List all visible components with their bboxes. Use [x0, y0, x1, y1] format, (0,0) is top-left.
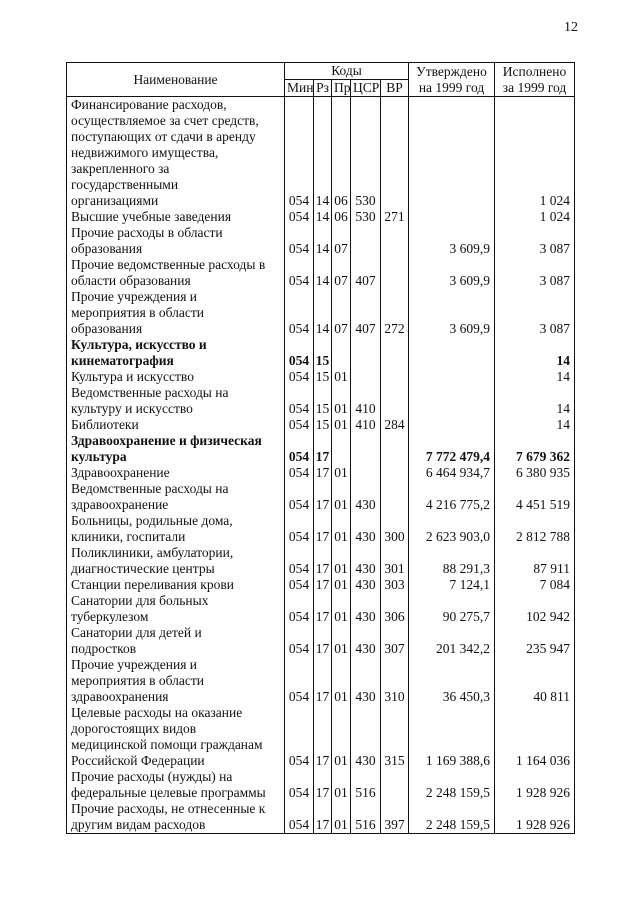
code-vr: 300: [381, 513, 409, 545]
code-min: 054: [285, 225, 314, 257]
row-name-line: Целевые расходы на оказание: [71, 705, 243, 720]
row-name-line: Поликлиники, амбулатории,: [71, 545, 234, 560]
code-vr: [381, 225, 409, 257]
code-vr: [381, 433, 409, 465]
code-vr: 272: [381, 289, 409, 337]
row-name: [67, 625, 285, 657]
code-pr: 06: [332, 209, 351, 225]
row-name-line: Санатории для детей и: [71, 625, 202, 640]
header-code-pr: Пр: [332, 80, 351, 97]
row-name-line: дорогостоящих видов: [71, 721, 197, 736]
row-name-line: поступающих от сдачи в аренду: [71, 129, 256, 144]
code-vr: [381, 97, 409, 210]
code-pr: 07: [332, 289, 351, 337]
code-min: 054: [285, 209, 314, 225]
code-pr: 01: [332, 705, 351, 769]
executed-amount: 235 947: [495, 625, 575, 657]
code-min: 054: [285, 289, 314, 337]
code-pr: 01: [332, 657, 351, 705]
code-vr: 306: [381, 593, 409, 625]
approved-amount: 36 450,3: [409, 657, 495, 705]
code-vr: [381, 465, 409, 481]
header-codes: Коды: [285, 63, 409, 80]
row-name: [67, 769, 285, 801]
code-pr: 01: [332, 801, 351, 834]
table-row: [67, 545, 575, 577]
row-name: [67, 577, 285, 593]
code-pr: 01: [332, 625, 351, 657]
row-name: [67, 593, 285, 625]
code-vr: [381, 481, 409, 513]
row-name-line: кинематография: [71, 353, 174, 368]
code-min: 054: [285, 385, 314, 417]
code-min: 054: [285, 545, 314, 577]
code-rz: 17: [314, 465, 332, 481]
row-name-line: Прочие учреждения и: [71, 289, 198, 304]
row-name: [67, 705, 285, 769]
executed-amount: 14: [495, 385, 575, 417]
code-rz: 14: [314, 209, 332, 225]
executed-amount: 87 911: [495, 545, 575, 577]
code-rz: 17: [314, 625, 332, 657]
executed-amount: 102 942: [495, 593, 575, 625]
row-name-line: Ведомственные расходы на: [71, 481, 229, 496]
code-vr: [381, 769, 409, 801]
code-rz: 17: [314, 577, 332, 593]
code-rz: 17: [314, 433, 332, 465]
executed-amount: 3 087: [495, 257, 575, 289]
code-rz: 15: [314, 337, 332, 369]
code-csr: 430: [351, 705, 381, 769]
approved-amount: [409, 337, 495, 369]
row-name-line: Культура, искусство и: [71, 337, 207, 352]
table-row: [67, 225, 575, 257]
executed-amount: 1 928 926: [495, 769, 575, 801]
approved-amount: 3 609,9: [409, 225, 495, 257]
code-vr: [381, 337, 409, 369]
code-csr: 410: [351, 417, 381, 433]
executed-amount: 14: [495, 417, 575, 433]
page-number: 12: [564, 20, 578, 35]
row-name-line: Прочие расходы в области: [71, 225, 223, 240]
code-csr: 407: [351, 289, 381, 337]
code-csr: 430: [351, 593, 381, 625]
row-name: [67, 465, 285, 481]
table-row: [67, 593, 575, 625]
code-pr: 01: [332, 481, 351, 513]
table-row: [67, 369, 575, 385]
code-pr: 01: [332, 577, 351, 593]
code-pr: 01: [332, 593, 351, 625]
table-row: [67, 625, 575, 657]
code-rz: 14: [314, 289, 332, 337]
code-min: 054: [285, 97, 314, 210]
code-min: 054: [285, 657, 314, 705]
row-name-line: культуру и искусство: [71, 401, 193, 416]
executed-amount: 40 811: [495, 657, 575, 705]
code-rz: 15: [314, 385, 332, 417]
row-name-line: Здравоохранение: [71, 465, 170, 480]
row-name-line: Финансирование расходов,: [71, 97, 227, 112]
row-name-line: Здравоохранение и физическая: [71, 433, 262, 448]
table-row: [67, 705, 575, 769]
header-executed-line1: Исполнено: [502, 63, 567, 79]
code-csr: 430: [351, 657, 381, 705]
row-name: [67, 385, 285, 417]
approved-amount: 7 772 479,4: [409, 433, 495, 465]
row-name-line: Прочие расходы, не отнесенные к: [71, 801, 266, 816]
table-row: [67, 801, 575, 834]
code-min: 054: [285, 433, 314, 465]
approved-amount: 2 248 159,5: [409, 801, 495, 834]
table-row: [67, 465, 575, 481]
row-name-line: Больницы, родильные дома,: [71, 513, 233, 528]
code-rz: 14: [314, 225, 332, 257]
approved-amount: 4 216 775,2: [409, 481, 495, 513]
table-body: [67, 97, 575, 834]
code-vr: 271: [381, 209, 409, 225]
code-csr: [351, 433, 381, 465]
code-min: 054: [285, 337, 314, 369]
code-pr: 01: [332, 385, 351, 417]
approved-amount: 3 609,9: [409, 289, 495, 337]
code-vr: [381, 385, 409, 417]
row-name-line: Прочие расходы (нужды) на: [71, 769, 233, 784]
row-name-line: Высшие учебные заведения: [71, 209, 232, 224]
budget-table: [66, 62, 575, 834]
code-rz: 15: [314, 369, 332, 385]
approved-amount: 3 609,9: [409, 257, 495, 289]
row-name: [67, 801, 285, 834]
header-approved-line2: на 1999 год: [418, 79, 485, 95]
code-vr: [381, 257, 409, 289]
row-name-line: мероприятия в области: [71, 305, 205, 320]
code-rz: 17: [314, 481, 332, 513]
table-row: [67, 257, 575, 289]
code-csr: 530: [351, 209, 381, 225]
row-name: [67, 545, 285, 577]
row-name-line: образования: [71, 321, 143, 336]
executed-amount: 6 380 935: [495, 465, 575, 481]
executed-amount: 4 451 519: [495, 481, 575, 513]
header-code-rz: Рз: [314, 80, 332, 97]
row-name: [67, 657, 285, 705]
row-name-line: клиники, госпитали: [71, 529, 186, 544]
approved-amount: 88 291,3: [409, 545, 495, 577]
table-row: [67, 97, 575, 210]
header-approved-line1: Утверждено: [416, 63, 487, 79]
row-name: [67, 289, 285, 337]
approved-amount: 2 248 159,5: [409, 769, 495, 801]
code-rz: 17: [314, 513, 332, 545]
row-name-line: культура: [71, 449, 127, 464]
code-csr: 430: [351, 577, 381, 593]
code-pr: 01: [332, 513, 351, 545]
header-executed-line2: за 1999 год: [502, 79, 567, 95]
code-rz: 14: [314, 257, 332, 289]
executed-amount: 14: [495, 337, 575, 369]
code-csr: 430: [351, 481, 381, 513]
executed-amount: 7 679 362: [495, 433, 575, 465]
executed-amount: 7 084: [495, 577, 575, 593]
code-min: 054: [285, 369, 314, 385]
row-name-line: мероприятия в области: [71, 673, 205, 688]
code-vr: 315: [381, 705, 409, 769]
header-code-vr: ВР: [381, 80, 409, 97]
approved-amount: [409, 97, 495, 210]
code-vr: [381, 369, 409, 385]
approved-amount: 2 623 903,0: [409, 513, 495, 545]
row-name-line: закрепленного за: [71, 161, 170, 176]
row-name-line: недвижимого имущества,: [71, 145, 219, 160]
code-min: 054: [285, 705, 314, 769]
row-name-line: подростков: [71, 641, 137, 656]
code-rz: 17: [314, 593, 332, 625]
code-min: 054: [285, 257, 314, 289]
table-row: [67, 769, 575, 801]
approved-amount: 201 342,2: [409, 625, 495, 657]
table-header: [67, 63, 575, 97]
row-name-line: Ведомственные расходы на: [71, 385, 229, 400]
row-name-line: Санатории для больных: [71, 593, 209, 608]
code-min: 054: [285, 481, 314, 513]
header-approved: [409, 63, 495, 97]
table-row: [67, 289, 575, 337]
code-pr: 07: [332, 257, 351, 289]
code-csr: [351, 337, 381, 369]
code-min: 054: [285, 465, 314, 481]
code-vr: 307: [381, 625, 409, 657]
code-vr: 310: [381, 657, 409, 705]
code-rz: 17: [314, 769, 332, 801]
code-rz: 15: [314, 417, 332, 433]
table-row: [67, 657, 575, 705]
row-name: [67, 433, 285, 465]
table-row: [67, 337, 575, 369]
table-row: [67, 577, 575, 593]
row-name-line: Станции переливания крови: [71, 577, 234, 592]
code-csr: 516: [351, 801, 381, 834]
approved-amount: 7 124,1: [409, 577, 495, 593]
header-name: Наименование: [67, 63, 285, 97]
code-min: 054: [285, 417, 314, 433]
code-rz: 17: [314, 545, 332, 577]
code-csr: [351, 225, 381, 257]
executed-amount: 14: [495, 369, 575, 385]
code-pr: 06: [332, 97, 351, 210]
approved-amount: 90 275,7: [409, 593, 495, 625]
code-csr: 530: [351, 97, 381, 210]
row-name-line: Прочие ведомственные расходы в: [71, 257, 266, 272]
code-csr: [351, 465, 381, 481]
table-row: [67, 481, 575, 513]
row-name: [67, 481, 285, 513]
row-name-line: здравоохранения: [71, 689, 169, 704]
code-csr: 407: [351, 257, 381, 289]
code-csr: [351, 369, 381, 385]
header-executed: [495, 63, 575, 97]
approved-amount: [409, 385, 495, 417]
row-name-line: Прочие учреждения и: [71, 657, 198, 672]
header-code-min: Мин: [285, 80, 314, 97]
row-name-line: области образования: [71, 273, 191, 288]
code-min: 054: [285, 577, 314, 593]
row-name: [67, 225, 285, 257]
code-rz: 14: [314, 97, 332, 210]
code-min: 054: [285, 769, 314, 801]
code-vr: 303: [381, 577, 409, 593]
code-rz: 17: [314, 657, 332, 705]
executed-amount: 1 928 926: [495, 801, 575, 834]
row-name: [67, 337, 285, 369]
row-name-line: федеральные целевые программы: [71, 785, 266, 800]
table-row: [67, 433, 575, 465]
row-name-line: Культура и искусство: [71, 369, 194, 384]
row-name: [67, 369, 285, 385]
approved-amount: 6 464 934,7: [409, 465, 495, 481]
row-name-line: медицинской помощи гражданам: [71, 737, 263, 752]
table-row: [67, 209, 575, 225]
executed-amount: 1 024: [495, 97, 575, 210]
code-pr: [332, 337, 351, 369]
row-name-line: осуществляемое за счет средств,: [71, 113, 259, 128]
code-csr: 516: [351, 769, 381, 801]
table-row: [67, 513, 575, 545]
code-min: 054: [285, 513, 314, 545]
table-row: [67, 385, 575, 417]
code-csr: 430: [351, 625, 381, 657]
code-min: 054: [285, 801, 314, 834]
row-name-line: диагностические центры: [71, 561, 215, 576]
code-pr: 01: [332, 465, 351, 481]
code-pr: 01: [332, 369, 351, 385]
code-csr: 410: [351, 385, 381, 417]
approved-amount: 1 169 388,6: [409, 705, 495, 769]
executed-amount: 1 164 036: [495, 705, 575, 769]
code-pr: 01: [332, 769, 351, 801]
row-name-line: другим видам расходов: [71, 817, 206, 832]
code-pr: [332, 433, 351, 465]
approved-amount: [409, 209, 495, 225]
code-csr: 430: [351, 545, 381, 577]
row-name-line: образования: [71, 241, 143, 256]
code-pr: 01: [332, 417, 351, 433]
row-name-line: здравоохранение: [71, 497, 169, 512]
header-code-csr: ЦСР: [351, 80, 381, 97]
code-csr: 430: [351, 513, 381, 545]
code-min: 054: [285, 625, 314, 657]
code-min: 054: [285, 593, 314, 625]
code-rz: 17: [314, 801, 332, 834]
code-pr: 07: [332, 225, 351, 257]
row-name: [67, 97, 285, 210]
row-name: [67, 417, 285, 433]
code-vr: 284: [381, 417, 409, 433]
approved-amount: [409, 417, 495, 433]
executed-amount: 3 087: [495, 225, 575, 257]
code-vr: 301: [381, 545, 409, 577]
table-row: [67, 417, 575, 433]
row-name-line: организациями: [71, 193, 159, 208]
row-name: [67, 257, 285, 289]
executed-amount: 3 087: [495, 289, 575, 337]
executed-amount: 2 812 788: [495, 513, 575, 545]
row-name-line: туберкулезом: [71, 609, 149, 624]
row-name: [67, 513, 285, 545]
row-name: [67, 209, 285, 225]
code-rz: 17: [314, 705, 332, 769]
executed-amount: 1 024: [495, 209, 575, 225]
code-vr: 397: [381, 801, 409, 834]
row-name-line: Российской Федерации: [71, 753, 205, 768]
code-pr: 01: [332, 545, 351, 577]
row-name-line: Библиотеки: [71, 417, 139, 432]
row-name-line: государственными: [71, 177, 179, 192]
approved-amount: [409, 369, 495, 385]
